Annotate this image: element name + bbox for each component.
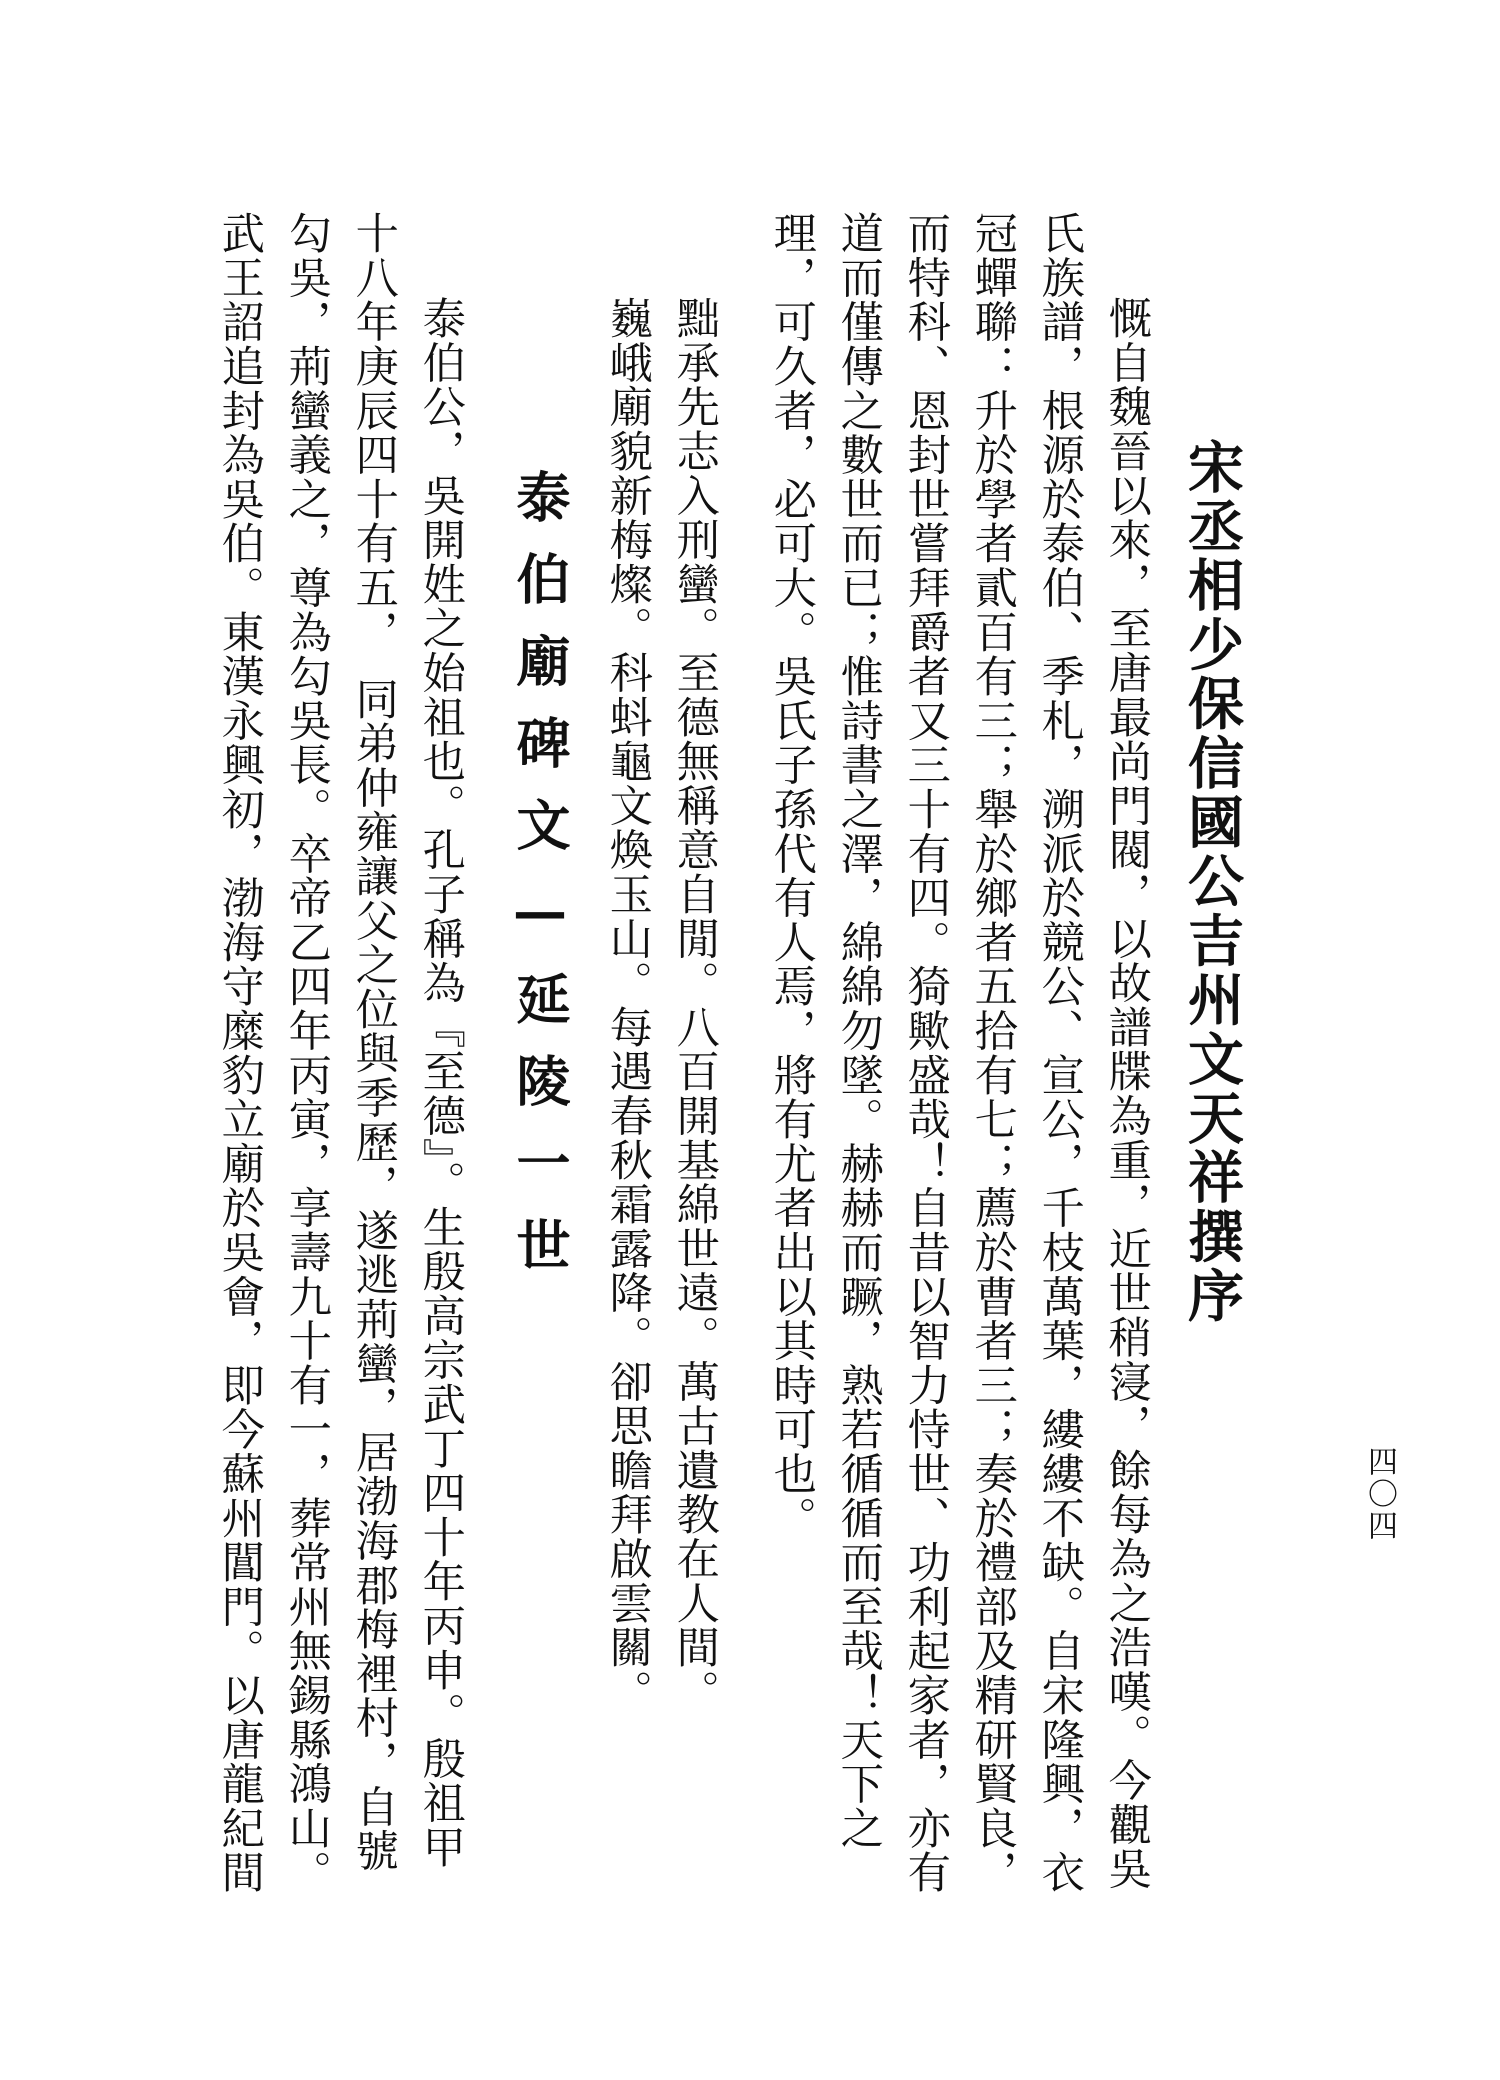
biography-column: 泰伯公，吳開姓之始祖也。孔子稱為『至德』。生殷高宗武丁四十年丙申。殷祖甲 <box>415 296 466 1870</box>
biography-column: 十八年庚辰四十有五， 同弟仲雍讓父之位與季歷，遂逃荊蠻，居渤海郡梅裡村，自號 <box>348 211 399 1873</box>
preface-column: 道而僅傳之數世而已；惟詩書之澤，綿綿勿墜。赫赫而蹶，熟若循循而至哉！天下之 <box>833 211 884 1851</box>
section-heading: 泰伯廟碑文—延陵一世 <box>508 469 572 1299</box>
poem-line: 黜承先志入刑蠻。至德無稱意自閒。八百開基綿世遠。萬古遺教在人間。 <box>669 296 720 1714</box>
preface-column: 理，可久者，必可大。吳氏子孫代有人焉，將有尤者出以其時可也。 <box>766 211 817 1540</box>
preface-title: 宋丞相少保信國公吉州文天祥撰序 <box>1179 438 1245 1326</box>
preface-column: 冠蟬聯：升於學者貳百有三；舉於鄉者五拾有七；薦於曹者三；奏於禮部及精研賢良， <box>967 211 1018 1895</box>
preface-column: 氏族譜，根源於泰伯、季札，溯派於競公、宣公，千枝萬葉，縷縷不缺。自宋隆興，衣 <box>1034 211 1085 1895</box>
preface-column: 而特科、恩封世嘗拜爵者又三十有四。猗歟盛哉！自昔以智力恃世、功利起家者，亦有 <box>900 211 951 1895</box>
biography-column: 勾吳，荊蠻義之，尊為勾吳長。卒帝乙四年丙寅，享壽九十有一，葬常州無錫縣鴻山。 <box>281 211 332 1895</box>
page-number: 四〇四 <box>1362 1446 1397 1542</box>
biography-column: 武王詔追封為吳伯。東漢永興初，渤海守糜豹立廟於吳會，即今蘇州閶門。以唐龍紀間 <box>214 211 265 1895</box>
preface-column: 慨自魏晉以來，至唐最尚門閥，以故譜牒為重，近世稍寖，餘每為之浩嘆。今觀吳 <box>1101 296 1152 1891</box>
poem-line: 巍峨廟貌新梅燦。科蚪龜文煥玉山。每遇春秋霜露降。卻思瞻拜啟雲關。 <box>602 296 653 1714</box>
